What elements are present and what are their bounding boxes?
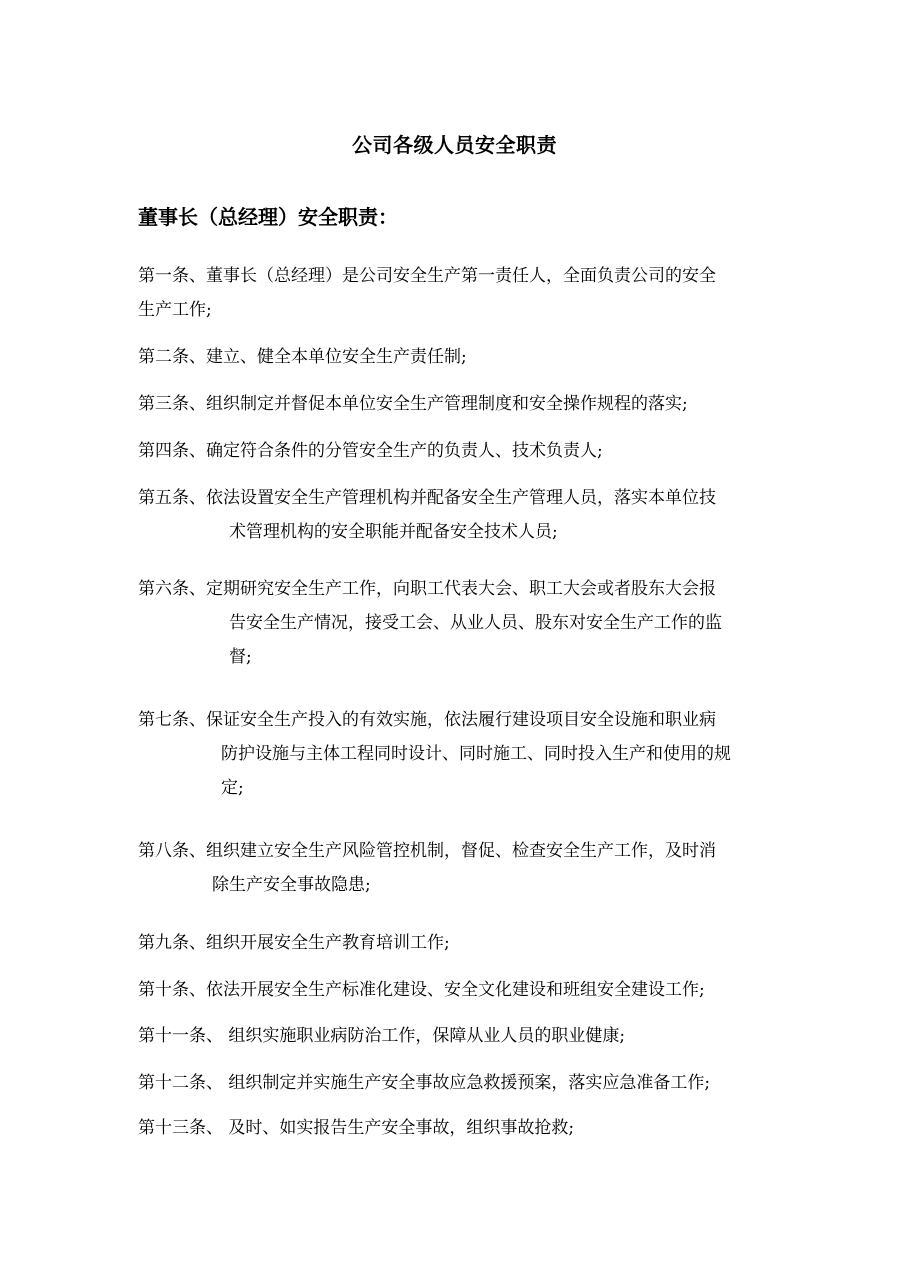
clause-2 [138,340,778,374]
clause-1 [138,259,778,327]
clause-7 [138,703,778,805]
clause-10-line-1: 第十条、依法开展安全生产标准化建设、安全文化建设和班组安全建设工作; [138,980,705,1000]
clause-8-line-1: 第八条、组织建立安全生产风险管控机制，督促、检查安全生产工作，及时消 [138,841,716,861]
clause-2-line-1: 第二条、建立、健全本单位安全生产责任制; [138,347,467,367]
clause-6-line-3: 督; [229,647,252,667]
clause-4 [138,434,778,468]
clause-3-line-1: 第三条、组织制定并督促本单位安全生产管理制度和安全操作规程的落实; [138,394,688,414]
clause-9 [138,926,778,960]
clause-11-line-1: 第十一条、 组织实施职业病防治工作，保障从业人员的职业健康; [138,1026,626,1046]
clause-11 [138,1019,778,1053]
clause-7-line-2: 防护设施与主体工程同时设计、同时施工、同时投入生产和使用的规 [221,744,731,764]
clause-9-line-1: 第九条、组织开展安全生产教育培训工作; [138,933,450,953]
clause-5-line-1: 第五条、依法设置安全生产管理机构并配备安全生产管理人员，落实本单位技 [138,488,716,508]
clause-13 [138,1111,778,1145]
clause-6 [138,572,778,674]
clause-12 [138,1066,778,1100]
clause-10 [138,973,778,1007]
clause-5-line-2: 术管理机构的安全职能并配备安全技术人员; [229,522,558,542]
clause-3 [138,387,778,421]
clause-8-line-2: 除生产安全事故隐患; [212,875,371,895]
clause-12-line-1: 第十二条、 组织制定并实施生产安全事故应急救援预案，落实应急准备工作; [138,1073,711,1093]
section-heading: 董事长（总经理）安全职责： [138,205,398,229]
document-title: 公司各级人员安全职责 [352,133,557,157]
clause-5 [138,481,778,549]
clause-7-line-1: 第七条、保证安全生产投入的有效实施，依法履行建设项目安全设施和职业病 [138,710,716,730]
clause-6-line-2: 告安全生产情况，接受工会、从业人员、股东对安全生产工作的监 [229,613,722,633]
clause-1-line-2: 生产工作; [138,300,212,320]
clause-4-line-1: 第四条、确定符合条件的分管安全生产的负责人、技术负责人; [138,441,603,461]
clause-1-line-1: 第一条、董事长（总经理）是公司安全生产第一责任人，全面负责公司的安全 [138,266,716,286]
clause-8 [138,834,778,902]
clause-6-line-1: 第六条、定期研究安全生产工作，向职工代表大会、职工大会或者股东大会报 [138,579,716,599]
clause-7-line-3: 定; [221,778,244,798]
clause-13-line-1: 第十三条、 及时、如实报告生产安全事故，组织事故抢救; [138,1118,575,1138]
